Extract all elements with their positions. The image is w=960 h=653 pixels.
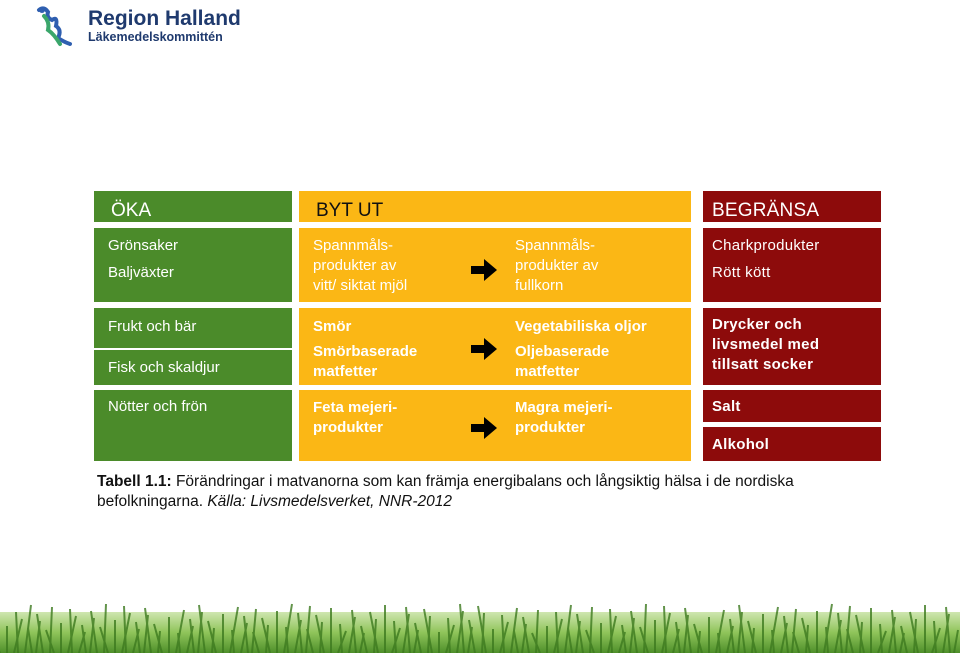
replace-from-line: Spannmåls- bbox=[313, 237, 394, 254]
replace-from-line: matfetter bbox=[313, 363, 378, 380]
replace-to-line: Vegetabiliska oljor bbox=[515, 318, 647, 335]
header-limit-label: BEGRÄNSA bbox=[712, 200, 820, 221]
increase-item: Grönsaker bbox=[108, 237, 179, 254]
increase-row-2b bbox=[94, 350, 292, 385]
replace-to-line: Spannmåls- bbox=[515, 237, 596, 254]
increase-row-3 bbox=[94, 390, 292, 461]
increase-item: Fisk och skaldjur bbox=[108, 359, 220, 376]
increase-row-2 bbox=[94, 308, 292, 348]
limit-item: Salt bbox=[712, 398, 741, 415]
limit-row-4 bbox=[703, 427, 881, 461]
header-limit bbox=[703, 191, 881, 222]
limit-row-2 bbox=[703, 308, 881, 385]
replace-to-line: Magra mejeri- bbox=[515, 399, 613, 416]
replace-from-line: vitt/ siktat mjöl bbox=[313, 277, 408, 294]
replace-from-line: Smörbaserade bbox=[313, 343, 418, 360]
limit-row-3 bbox=[703, 390, 881, 422]
arrow-right-icon bbox=[471, 338, 497, 360]
increase-item: Nötter och frön bbox=[108, 398, 208, 415]
caption-source: Källa: Livsmedelsverket, NNR-2012 bbox=[207, 493, 452, 510]
caption-text: Förändringar i matvanorna som kan främja energibalans och långsiktig hälsa i de nordiska befolkningarna. bbox=[97, 473, 794, 510]
limit-row-1 bbox=[703, 228, 881, 302]
replace-from-line: produkter av bbox=[313, 257, 397, 274]
logo-unit-name: Läkemedelskommittén bbox=[88, 30, 223, 44]
replace-to-line: produkter av bbox=[515, 257, 599, 274]
replace-to-line: produkter bbox=[515, 419, 586, 436]
arrow-right-icon bbox=[471, 259, 497, 281]
limit-item: Rött kött bbox=[712, 264, 771, 281]
header-increase bbox=[94, 191, 292, 222]
increase-item: Frukt och bär bbox=[108, 318, 197, 335]
logo-org-name: Region Halland bbox=[88, 7, 241, 30]
limit-item: tillsatt socker bbox=[712, 356, 814, 373]
replace-to-line: Oljebaserade bbox=[515, 343, 610, 360]
header-replace bbox=[299, 191, 691, 222]
increase-item: Baljväxter bbox=[108, 264, 174, 281]
header-replace-label: BYT UT bbox=[316, 200, 384, 221]
replace-to-line: matfetter bbox=[515, 363, 580, 380]
header-increase-label: ÖKA bbox=[111, 200, 152, 221]
grass-footer-image bbox=[0, 598, 960, 653]
arrow-right-icon bbox=[471, 417, 497, 439]
table-caption bbox=[97, 472, 857, 512]
limit-item: livsmedel med bbox=[712, 336, 820, 353]
limit-item: Charkprodukter bbox=[712, 237, 820, 254]
replace-from-line: produkter bbox=[313, 419, 384, 436]
limit-item: Drycker och bbox=[712, 316, 803, 333]
increase-row-1 bbox=[94, 228, 292, 302]
limit-item: Alkohol bbox=[712, 436, 770, 453]
replace-from-line: Feta mejeri- bbox=[313, 399, 398, 416]
caption-label: Tabell 1.1: bbox=[97, 473, 172, 490]
replace-from-line: Smör bbox=[313, 318, 352, 335]
replace-to-line: fullkorn bbox=[515, 277, 564, 294]
